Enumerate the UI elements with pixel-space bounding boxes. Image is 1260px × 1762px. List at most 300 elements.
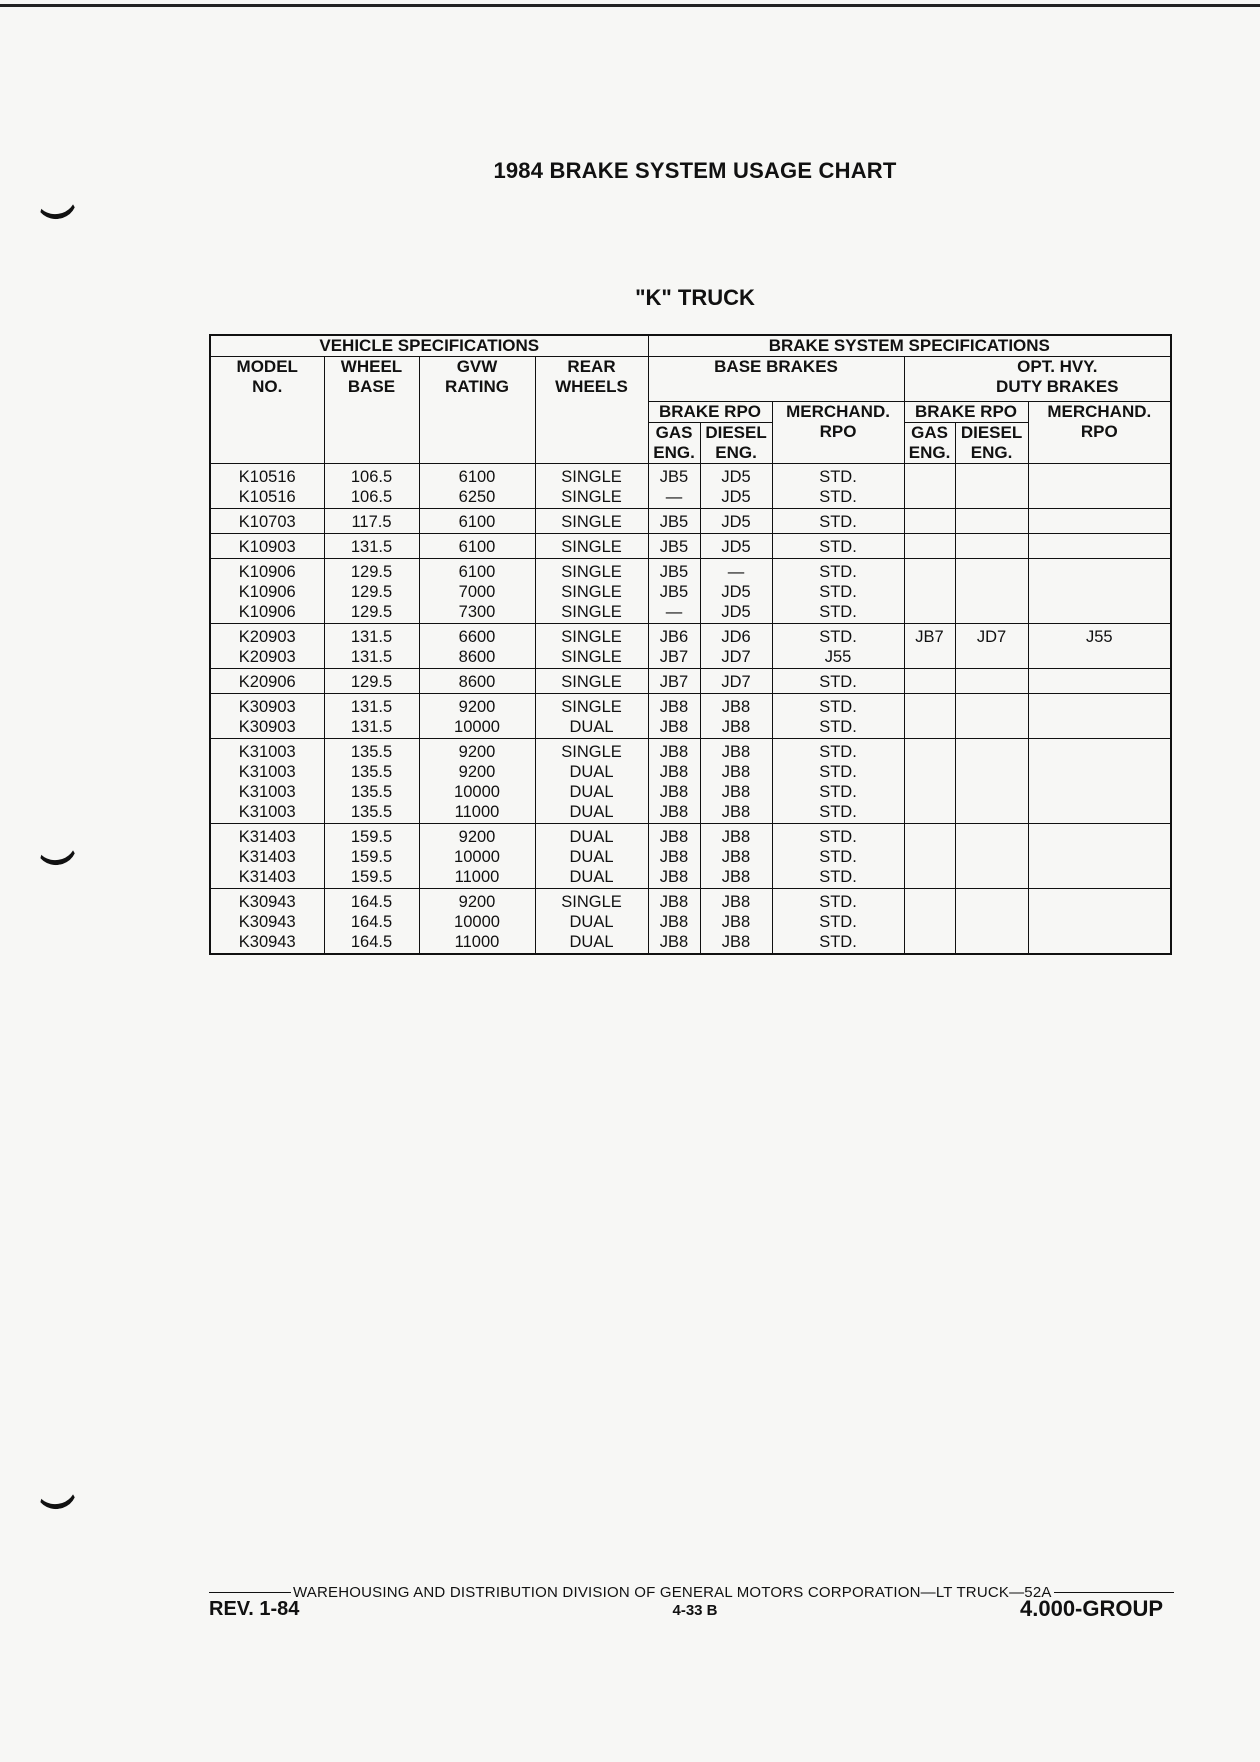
opt-merchand-rpo-cell (1028, 824, 1171, 889)
model-no-cell (210, 534, 324, 559)
wheel-base-value: 129.5 (350, 563, 393, 581)
model-no-value: K30903 (238, 718, 296, 736)
opt-diesel-eng-value (958, 847, 1026, 867)
gvw-rating-value: 10000 (454, 848, 500, 866)
base-diesel-eng-value: JD7 (721, 673, 751, 691)
gvw-rating-value: 11000 (454, 933, 500, 951)
model-no-value: K10703 (238, 513, 296, 531)
opt-gas-eng-cell (904, 694, 955, 739)
opt-merchand-rpo-value (1031, 672, 1169, 692)
gvw-rating-cell (419, 669, 535, 694)
opt-gas-eng-value (907, 912, 953, 932)
gvw-rating-value: 10000 (454, 913, 500, 931)
base-diesel-eng-cell (700, 739, 772, 824)
gvw-rating-cell (419, 694, 535, 739)
rear-wheels-value: DUAL (569, 848, 614, 866)
base-gas-eng-header: GAS ENG. (648, 423, 700, 464)
opt-merchand-rpo-cell (1028, 559, 1171, 624)
rear-wheels-value: SINGLE (561, 648, 622, 666)
opt-merchand-rpo-value (1031, 512, 1169, 532)
opt-diesel-eng-value (958, 892, 1026, 912)
base-brakes-header: BASE BRAKES (648, 357, 904, 402)
opt-merchand-rpo-value (1031, 582, 1169, 602)
opt-diesel-eng-value (958, 717, 1026, 737)
revision-label: REV. 1-84 (209, 1598, 300, 1620)
footer-division-text: WAREHOUSING AND DISTRIBUTION DIVISION OF GENERAL MOTORS CORPORATION—LT TRUCK—52A (293, 1584, 1052, 1601)
rear-wheels-value: SINGLE (561, 603, 622, 621)
opt-gas-eng-cell (904, 464, 955, 509)
opt-gas-eng-cell (904, 824, 955, 889)
base-diesel-eng-value: JB8 (721, 893, 751, 911)
wheel-base-value: 159.5 (350, 828, 393, 846)
model-no-cell (210, 624, 324, 669)
base-merchand-rpo-cell (772, 559, 904, 624)
rear-wheels-value: SINGLE (561, 563, 622, 581)
opt-merchand-rpo-value (1031, 892, 1169, 912)
base-diesel-eng-value: JB8 (721, 913, 751, 931)
wheel-base-value: 131.5 (350, 628, 393, 646)
base-merchand-rpo-value: STD. (819, 803, 857, 821)
base-diesel-eng-value: JB8 (721, 803, 751, 821)
rear-wheels-cell (535, 509, 648, 534)
base-diesel-eng-cell (700, 824, 772, 889)
base-diesel-eng-cell (700, 464, 772, 509)
opt-diesel-eng-value (958, 802, 1026, 822)
base-diesel-eng-value: JB8 (721, 698, 751, 716)
base-diesel-eng-value: JD5 (721, 583, 751, 601)
base-gas-eng-value: JB8 (659, 743, 689, 761)
vehicle-specs-header: VEHICLE SPECIFICATIONS (210, 335, 648, 357)
gvw-rating-value: 9200 (458, 893, 496, 911)
gvw-rating-cell (419, 464, 535, 509)
opt-merchand-rpo-value (1031, 697, 1169, 717)
group-number: 4.000-GROUP (1020, 1596, 1164, 1621)
base-diesel-eng-cell (700, 889, 772, 955)
base-gas-eng-value: JB8 (659, 783, 689, 801)
gvw-rating-value: 11000 (454, 803, 500, 821)
base-gas-eng-value: JB8 (659, 803, 689, 821)
opt-gas-eng-value (907, 672, 953, 692)
base-diesel-eng-value: JB8 (721, 828, 751, 846)
opt-gas-eng-value (907, 487, 953, 507)
opt-gas-eng-value (907, 932, 953, 952)
rear-wheels-value: SINGLE (561, 583, 622, 601)
base-gas-eng-cell (648, 669, 700, 694)
gvw-rating-value: 9200 (458, 743, 496, 761)
table-row (210, 824, 1171, 889)
opt-gas-eng-cell (904, 739, 955, 824)
opt-gas-eng-value (907, 562, 953, 582)
wheel-base-value: 164.5 (350, 913, 393, 931)
opt-diesel-eng-value (958, 672, 1026, 692)
base-diesel-eng-value: JD5 (721, 488, 751, 506)
base-gas-eng-value: JB5 (659, 468, 689, 486)
wheel-base-value: 164.5 (350, 893, 393, 911)
base-merchand-rpo-cell (772, 464, 904, 509)
base-diesel-eng-cell (700, 624, 772, 669)
base-diesel-eng-value: JD5 (721, 513, 751, 531)
wheel-base-value: 135.5 (350, 783, 393, 801)
base-merchand-rpo-cell (772, 669, 904, 694)
opt-merchand-rpo-value (1031, 932, 1169, 952)
base-merchand-rpo-value: STD. (819, 468, 857, 486)
gvw-rating-value: 8600 (458, 648, 496, 666)
base-diesel-eng-cell (700, 669, 772, 694)
base-merchand-rpo-value: STD. (819, 488, 857, 506)
wheel-base-cell (324, 669, 419, 694)
opt-diesel-eng-value (958, 467, 1026, 487)
rear-wheels-cell (535, 464, 648, 509)
base-diesel-eng-value: JB8 (721, 848, 751, 866)
opt-gas-eng-cell (904, 669, 955, 694)
base-merchand-rpo-cell (772, 694, 904, 739)
base-diesel-eng-value: JB8 (721, 763, 751, 781)
base-gas-eng-cell (648, 739, 700, 824)
rear-wheels-value: SINGLE (561, 513, 622, 531)
opt-merchand-rpo-value (1031, 487, 1169, 507)
base-merchand-rpo-cell (772, 889, 904, 955)
model-no-cell (210, 464, 324, 509)
opt-merchand-rpo-value (1031, 537, 1169, 557)
base-gas-eng-cell (648, 889, 700, 955)
brake-system-specs-header: BRAKE SYSTEM SPECIFICATIONS (648, 335, 1171, 357)
base-gas-eng-value: — (665, 488, 683, 506)
base-merchand-rpo-value: STD. (819, 673, 857, 691)
opt-gas-eng-cell (904, 534, 955, 559)
gvw-rating-cell (419, 889, 535, 955)
rear-wheels-header: REAR WHEELS (535, 357, 648, 464)
opt-gas-eng-value (907, 827, 953, 847)
wheel-base-value: 106.5 (350, 488, 393, 506)
model-no-cell (210, 694, 324, 739)
gvw-rating-value: 7300 (458, 603, 496, 621)
opt-merchand-rpo-cell (1028, 739, 1171, 824)
wheel-base-value: 135.5 (350, 803, 393, 821)
binder-hole-mark (34, 1479, 79, 1512)
base-merchand-rpo-value: STD. (819, 828, 857, 846)
model-no-value: K31403 (238, 828, 296, 846)
base-merchand-rpo-value: STD. (819, 603, 857, 621)
rear-wheels-value: DUAL (569, 868, 614, 886)
model-no-value: K20903 (238, 628, 296, 646)
gvw-rating-value: 7000 (458, 583, 496, 601)
base-diesel-eng-value: — (727, 563, 745, 581)
opt-gas-eng-value (907, 762, 953, 782)
model-no-value: K30943 (238, 933, 296, 951)
page-title: 1984 BRAKE SYSTEM USAGE CHART (493, 158, 897, 183)
base-merchand-rpo-value: STD. (819, 763, 857, 781)
opt-gas-eng-cell (904, 509, 955, 534)
opt-brake-rpo-header: BRAKE RPO (904, 402, 1028, 423)
model-no-cell (210, 669, 324, 694)
opt-diesel-eng-value (958, 827, 1026, 847)
base-diesel-eng-value: JB8 (721, 933, 751, 951)
wheel-base-cell (324, 889, 419, 955)
base-merchand-rpo-value: STD. (819, 538, 857, 556)
base-merchand-rpo-value: STD. (819, 868, 857, 886)
rear-wheels-cell (535, 694, 648, 739)
opt-gas-eng-value (907, 782, 953, 802)
model-no-value: K31003 (238, 783, 296, 801)
base-gas-eng-value: JB5 (659, 583, 689, 601)
rear-wheels-cell (535, 889, 648, 955)
opt-diesel-eng-value (958, 697, 1026, 717)
base-gas-eng-value: JB8 (659, 933, 689, 951)
gvw-rating-value: 6100 (458, 513, 496, 531)
wheel-base-value: 131.5 (350, 718, 393, 736)
wheel-base-value: 159.5 (350, 848, 393, 866)
opt-diesel-eng-value (958, 582, 1026, 602)
model-no-value: K30903 (238, 698, 296, 716)
binder-hole-mark (34, 835, 79, 868)
opt-diesel-eng-value (958, 782, 1026, 802)
base-gas-eng-value: JB7 (659, 673, 689, 691)
table-row (210, 694, 1171, 739)
gvw-rating-cell (419, 559, 535, 624)
opt-gas-eng-value (907, 802, 953, 822)
rear-wheels-cell (535, 624, 648, 669)
base-diesel-eng-value: JD6 (721, 628, 751, 646)
base-merchand-rpo-value: STD. (819, 563, 857, 581)
gvw-rating-header: GVW RATING (419, 357, 535, 464)
rear-wheels-cell (535, 559, 648, 624)
wheel-base-header: WHEEL BASE (324, 357, 419, 464)
opt-gas-eng-cell (904, 889, 955, 955)
wheel-base-cell (324, 694, 419, 739)
opt-diesel-eng-value (958, 537, 1026, 557)
rear-wheels-value: SINGLE (561, 538, 622, 556)
wheel-base-value: 159.5 (350, 868, 393, 886)
base-diesel-eng-value: JB8 (721, 868, 751, 886)
opt-merchand-rpo-value (1031, 467, 1169, 487)
rear-wheels-cell (535, 669, 648, 694)
opt-diesel-eng-header: DIESEL ENG. (955, 423, 1028, 464)
rear-wheels-cell (535, 534, 648, 559)
wheel-base-cell (324, 624, 419, 669)
gvw-rating-value: 10000 (454, 718, 500, 736)
base-gas-eng-value: JB5 (659, 563, 689, 581)
opt-merchand-rpo-value (1031, 602, 1169, 622)
gvw-rating-value: 9200 (458, 828, 496, 846)
model-no-value: K31003 (238, 763, 296, 781)
rear-wheels-value: SINGLE (561, 743, 622, 761)
gvw-rating-value: 11000 (454, 868, 500, 886)
gvw-rating-value: 9200 (458, 763, 496, 781)
base-diesel-eng-cell (700, 559, 772, 624)
opt-gas-eng-value (907, 717, 953, 737)
base-diesel-eng-value: JD5 (721, 603, 751, 621)
model-no-value: K10906 (238, 563, 296, 581)
base-merchand-rpo-cell (772, 624, 904, 669)
opt-diesel-eng-value (958, 647, 1026, 667)
model-no-cell (210, 739, 324, 824)
base-gas-eng-cell (648, 534, 700, 559)
opt-diesel-eng-cell (955, 464, 1028, 509)
base-diesel-eng-cell (700, 694, 772, 739)
table-row (210, 534, 1171, 559)
gvw-rating-value: 6100 (458, 538, 496, 556)
model-no-value: K30943 (238, 893, 296, 911)
rear-wheels-value: DUAL (569, 783, 614, 801)
opt-hvy-duty-header: OPT. HVY. DUTY BRAKES (904, 357, 1171, 402)
model-no-value: K20903 (238, 648, 296, 666)
model-no-value: K30943 (238, 913, 296, 931)
gvw-rating-cell (419, 509, 535, 534)
model-no-value: K31403 (238, 848, 296, 866)
base-gas-eng-cell (648, 694, 700, 739)
opt-merchand-rpo-cell (1028, 509, 1171, 534)
base-gas-eng-value: JB6 (659, 628, 689, 646)
opt-diesel-eng-value (958, 602, 1026, 622)
base-diesel-eng-value: JD5 (721, 468, 751, 486)
opt-diesel-eng-value: JD7 (976, 628, 1007, 646)
opt-merchand-rpo-cell (1028, 694, 1171, 739)
rear-wheels-value: SINGLE (561, 698, 622, 716)
rear-wheels-value: DUAL (569, 803, 614, 821)
base-diesel-eng-cell (700, 534, 772, 559)
opt-diesel-eng-cell (955, 694, 1028, 739)
base-gas-eng-value: JB8 (659, 828, 689, 846)
wheel-base-value: 164.5 (350, 933, 393, 951)
opt-merchand-rpo-value (1031, 802, 1169, 822)
wheel-base-cell (324, 559, 419, 624)
base-gas-eng-value: JB8 (659, 893, 689, 911)
opt-gas-eng-value (907, 647, 953, 667)
opt-diesel-eng-cell (955, 624, 1028, 669)
table-row (210, 464, 1171, 509)
wheel-base-cell (324, 534, 419, 559)
opt-merchand-rpo-value (1031, 782, 1169, 802)
base-gas-eng-value: JB8 (659, 698, 689, 716)
gvw-rating-value: 6100 (458, 563, 496, 581)
base-gas-eng-value: JB5 (659, 538, 689, 556)
opt-diesel-eng-cell (955, 534, 1028, 559)
table-row (210, 669, 1171, 694)
opt-diesel-eng-value (958, 512, 1026, 532)
opt-diesel-eng-cell (955, 739, 1028, 824)
base-merchand-rpo-value: STD. (819, 513, 857, 531)
rear-wheels-value: DUAL (569, 828, 614, 846)
opt-merchand-rpo-cell (1028, 889, 1171, 955)
base-gas-eng-value: — (665, 603, 683, 621)
gvw-rating-value: 6600 (458, 628, 496, 646)
table-row (210, 624, 1171, 669)
model-no-value: K10516 (238, 488, 296, 506)
table-row (210, 739, 1171, 824)
opt-diesel-eng-cell (955, 559, 1028, 624)
opt-gas-eng-value (907, 742, 953, 762)
wheel-base-value: 135.5 (350, 763, 393, 781)
gvw-rating-cell (419, 624, 535, 669)
wheel-base-value: 117.5 (351, 513, 392, 531)
model-no-cell (210, 824, 324, 889)
base-merchand-rpo-value: STD. (819, 743, 857, 761)
opt-merchand-rpo-header: MERCHAND. RPO (1028, 402, 1171, 464)
rear-wheels-value: SINGLE (561, 488, 622, 506)
base-diesel-eng-value: JB8 (721, 718, 751, 736)
opt-gas-eng-value (907, 697, 953, 717)
wheel-base-value: 135.5 (350, 743, 393, 761)
base-gas-eng-cell (648, 559, 700, 624)
opt-gas-eng-value: JB7 (915, 628, 944, 646)
opt-merchand-rpo-value (1031, 717, 1169, 737)
base-merchand-rpo-header: MERCHAND. RPO (772, 402, 904, 464)
wheel-base-cell (324, 739, 419, 824)
wheel-base-value: 129.5 (350, 673, 393, 691)
model-no-header: MODEL NO. (210, 357, 324, 464)
gvw-rating-value: 6250 (458, 488, 496, 506)
gvw-rating-value: 9200 (458, 698, 496, 716)
base-merchand-rpo-value: STD. (819, 893, 857, 911)
base-brake-rpo-header: BRAKE RPO (648, 402, 772, 423)
base-gas-eng-cell (648, 824, 700, 889)
wheel-base-cell (324, 509, 419, 534)
opt-merchand-rpo-value (1031, 847, 1169, 867)
base-diesel-eng-value: JB8 (721, 743, 751, 761)
gvw-rating-cell (419, 739, 535, 824)
opt-diesel-eng-value (958, 932, 1026, 952)
opt-diesel-eng-cell (955, 669, 1028, 694)
table-row (210, 559, 1171, 624)
model-no-cell (210, 889, 324, 955)
table-row (210, 509, 1171, 534)
rear-wheels-value: SINGLE (561, 673, 622, 691)
base-merchand-rpo-value: STD. (819, 628, 857, 646)
wheel-base-value: 131.5 (350, 698, 393, 716)
binder-hole-mark (34, 189, 79, 222)
model-no-cell (210, 509, 324, 534)
opt-diesel-eng-cell (955, 889, 1028, 955)
rear-wheels-value: DUAL (569, 718, 614, 736)
opt-merchand-rpo-value (1031, 562, 1169, 582)
opt-gas-eng-value (907, 537, 953, 557)
base-diesel-eng-value: JD7 (721, 648, 751, 666)
opt-merchand-rpo-cell (1028, 624, 1171, 669)
base-merchand-rpo-value: J55 (824, 648, 852, 666)
wheel-base-value: 129.5 (350, 603, 393, 621)
opt-merchand-rpo-value (1031, 762, 1169, 782)
opt-merchand-rpo-cell (1028, 669, 1171, 694)
opt-merchand-rpo-cell (1028, 534, 1171, 559)
base-gas-eng-value: JB8 (659, 868, 689, 886)
base-merchand-rpo-cell (772, 739, 904, 824)
opt-diesel-eng-value (958, 562, 1026, 582)
opt-merchand-rpo-value (1031, 827, 1169, 847)
opt-gas-eng-value (907, 892, 953, 912)
opt-merchand-rpo-value (1031, 647, 1169, 667)
opt-diesel-eng-value (958, 912, 1026, 932)
opt-gas-eng-value (907, 467, 953, 487)
opt-merchand-rpo-cell (1028, 464, 1171, 509)
base-merchand-rpo-value: STD. (819, 783, 857, 801)
base-gas-eng-cell (648, 464, 700, 509)
wheel-base-value: 131.5 (350, 648, 393, 666)
gvw-rating-cell (419, 534, 535, 559)
wheel-base-value: 129.5 (350, 583, 393, 601)
base-merchand-rpo-cell (772, 534, 904, 559)
model-no-value: K31003 (238, 743, 296, 761)
base-gas-eng-value: JB8 (659, 848, 689, 866)
table-row (210, 889, 1171, 955)
opt-diesel-eng-value (958, 867, 1026, 887)
gvw-rating-cell (419, 824, 535, 889)
model-no-value: K10906 (238, 583, 296, 601)
opt-gas-eng-value (907, 582, 953, 602)
rear-wheels-value: DUAL (569, 763, 614, 781)
opt-diesel-eng-cell (955, 509, 1028, 534)
base-merchand-rpo-value: STD. (819, 583, 857, 601)
page-number: 4-33 B (672, 1602, 718, 1619)
